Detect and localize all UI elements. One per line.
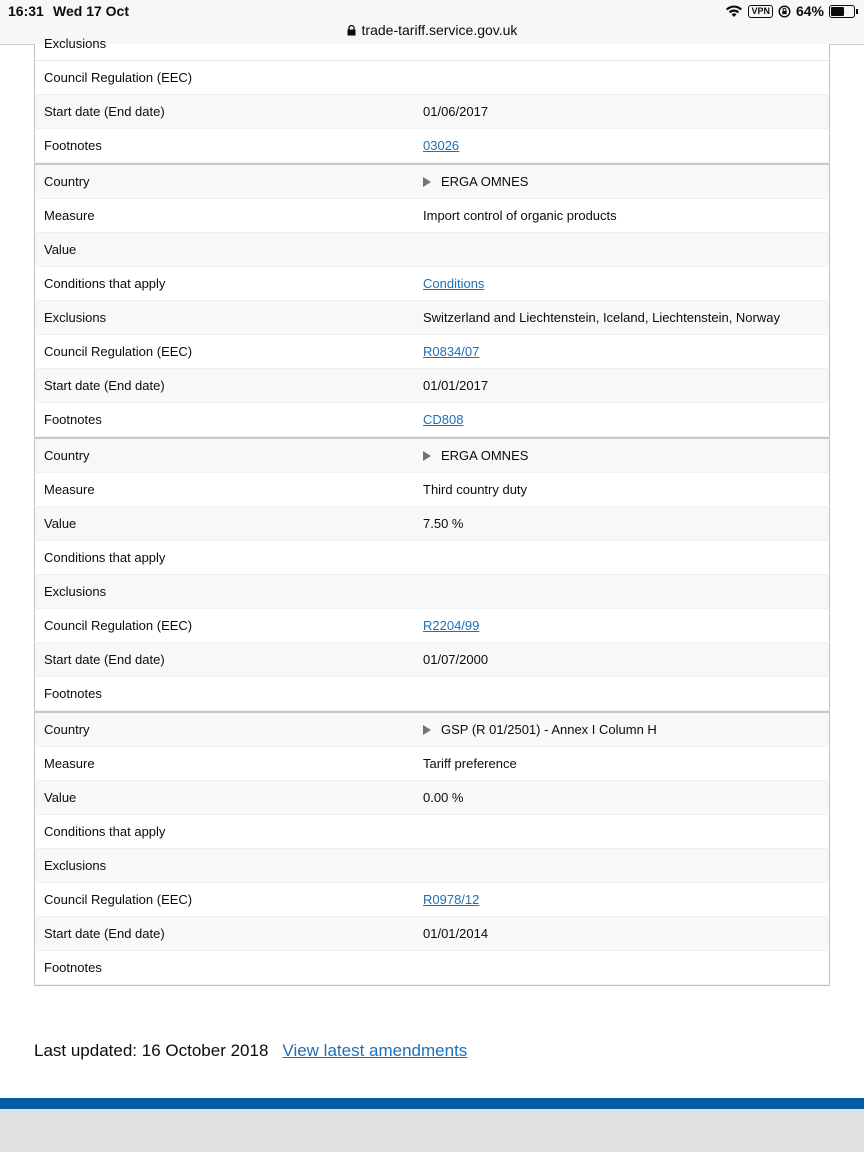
lock-icon	[347, 25, 356, 36]
expand-triangle-icon[interactable]	[423, 451, 431, 461]
row-label: Conditions that apply	[44, 550, 166, 565]
value-link[interactable]: 03026	[423, 138, 460, 153]
value-link[interactable]: R0834/07	[423, 344, 480, 359]
row-label: Value	[44, 516, 77, 531]
table-row	[34, 917, 830, 951]
table-row	[34, 713, 830, 747]
table-row	[34, 849, 830, 883]
row-label: Council Regulation (EEC)	[44, 892, 193, 907]
row-value	[423, 790, 829, 805]
row-label: Start date (End date)	[44, 926, 165, 941]
row-value	[423, 138, 829, 153]
table-row	[34, 369, 830, 403]
row-value	[423, 448, 829, 463]
table-row	[34, 815, 830, 849]
value-text: Import control of organic products	[423, 208, 617, 223]
status-date: Wed 17 Oct	[53, 3, 129, 19]
row-value	[423, 926, 829, 941]
row-label: Measure	[44, 482, 95, 497]
page-footer	[0, 1109, 864, 1152]
url-text[interactable]: trade-tariff.service.gov.uk	[361, 22, 518, 38]
value-text: 7.50 %	[423, 516, 464, 531]
table-row	[34, 883, 830, 917]
battery-percent: 64%	[795, 3, 824, 19]
table-row	[34, 335, 830, 369]
table-row	[34, 541, 830, 575]
status-time: 16:31	[8, 3, 44, 19]
table-row	[34, 643, 830, 677]
row-label: Footnotes	[44, 412, 102, 427]
row-value	[423, 618, 829, 633]
table-row	[34, 301, 830, 335]
measure-group	[34, 711, 830, 985]
status-indicators	[725, 3, 858, 19]
address-bar[interactable]	[0, 22, 864, 38]
orientation-lock-icon	[778, 5, 791, 18]
row-label: Value	[44, 790, 77, 805]
row-label: Country	[44, 174, 90, 189]
row-label: Council Regulation (EEC)	[44, 344, 193, 359]
table-row	[34, 61, 830, 95]
table-row	[34, 473, 830, 507]
value-link[interactable]: Conditions	[423, 276, 485, 291]
row-value	[423, 378, 829, 393]
vpn-badge: VPN	[748, 5, 773, 18]
value-text: 01/07/2000	[423, 652, 489, 667]
row-label: Conditions that apply	[44, 276, 166, 291]
value-text: GSP (R 01/2501) - Annex I Column H	[441, 722, 657, 737]
row-value	[423, 412, 829, 427]
last-updated	[34, 1041, 467, 1061]
measures-table	[34, 36, 830, 986]
last-updated-text: Last updated: 16 October 2018	[34, 1041, 269, 1060]
table-row	[34, 439, 830, 473]
row-label: Council Regulation (EEC)	[44, 70, 193, 85]
table-row	[34, 507, 830, 541]
table-row	[34, 165, 830, 199]
value-text: ERGA OMNES	[441, 448, 529, 463]
table-row	[34, 951, 830, 985]
row-value	[423, 756, 829, 771]
row-label: Council Regulation (EEC)	[44, 618, 193, 633]
value-text: 0.00 %	[423, 790, 464, 805]
value-text: Third country duty	[423, 482, 528, 497]
row-value	[423, 482, 829, 497]
row-label: Exclusions	[44, 310, 107, 325]
row-label: Footnotes	[44, 138, 102, 153]
row-label: Measure	[44, 756, 95, 771]
battery-cap	[856, 9, 858, 14]
status-bar	[0, 0, 864, 45]
footer-top-border	[0, 1098, 864, 1109]
row-label: Footnotes	[44, 960, 102, 975]
row-label: Conditions that apply	[44, 824, 166, 839]
battery-level	[831, 7, 844, 16]
table-row	[34, 747, 830, 781]
table-row	[34, 609, 830, 643]
value-link[interactable]: R0978/12	[423, 892, 480, 907]
row-label: Value	[44, 242, 77, 257]
table-row	[34, 233, 830, 267]
value-text: ERGA OMNES	[441, 174, 529, 189]
value-text: 01/01/2014	[423, 926, 489, 941]
table-row	[34, 781, 830, 815]
row-label: Exclusions	[44, 858, 107, 873]
table-row	[34, 199, 830, 233]
expand-triangle-icon[interactable]	[423, 177, 431, 187]
row-label: Measure	[44, 208, 95, 223]
table-row	[34, 403, 830, 437]
row-label: Exclusions	[44, 584, 107, 599]
expand-triangle-icon[interactable]	[423, 725, 431, 735]
value-link[interactable]: R2204/99	[423, 618, 480, 633]
row-value	[423, 344, 829, 359]
row-value	[423, 652, 829, 667]
row-value	[423, 174, 829, 189]
row-value	[423, 276, 829, 291]
partial-row	[34, 36, 830, 61]
row-label: Start date (End date)	[44, 378, 165, 393]
measure-group	[34, 437, 830, 711]
partial-row-label: Exclusions	[44, 36, 107, 51]
row-value	[423, 892, 829, 907]
row-label: Start date (End date)	[44, 652, 165, 667]
value-text: Tariff preference	[423, 756, 517, 771]
row-value	[423, 208, 829, 223]
row-value	[423, 722, 829, 737]
row-label: Footnotes	[44, 686, 102, 701]
row-value	[423, 310, 829, 325]
table-row	[34, 677, 830, 711]
battery-icon	[829, 5, 855, 18]
table-row	[34, 267, 830, 301]
row-label: Country	[44, 448, 90, 463]
row-label: Start date (End date)	[44, 104, 165, 119]
row-value	[423, 104, 829, 119]
table-row	[34, 575, 830, 609]
wifi-icon	[725, 5, 743, 18]
value-link[interactable]: CD808	[423, 412, 464, 427]
value-text: Switzerland and Liechtenstein, Iceland, Liechtenstein, Norway	[423, 310, 780, 325]
value-text: 01/01/2017	[423, 378, 489, 393]
value-text: 01/06/2017	[423, 104, 489, 119]
measure-group-partial	[34, 61, 830, 163]
row-label: Country	[44, 722, 90, 737]
table-row	[34, 95, 830, 129]
table-row	[34, 129, 830, 163]
view-amendments-link[interactable]: View latest amendments	[282, 1041, 468, 1060]
row-value	[423, 516, 829, 531]
measure-group	[34, 163, 830, 437]
